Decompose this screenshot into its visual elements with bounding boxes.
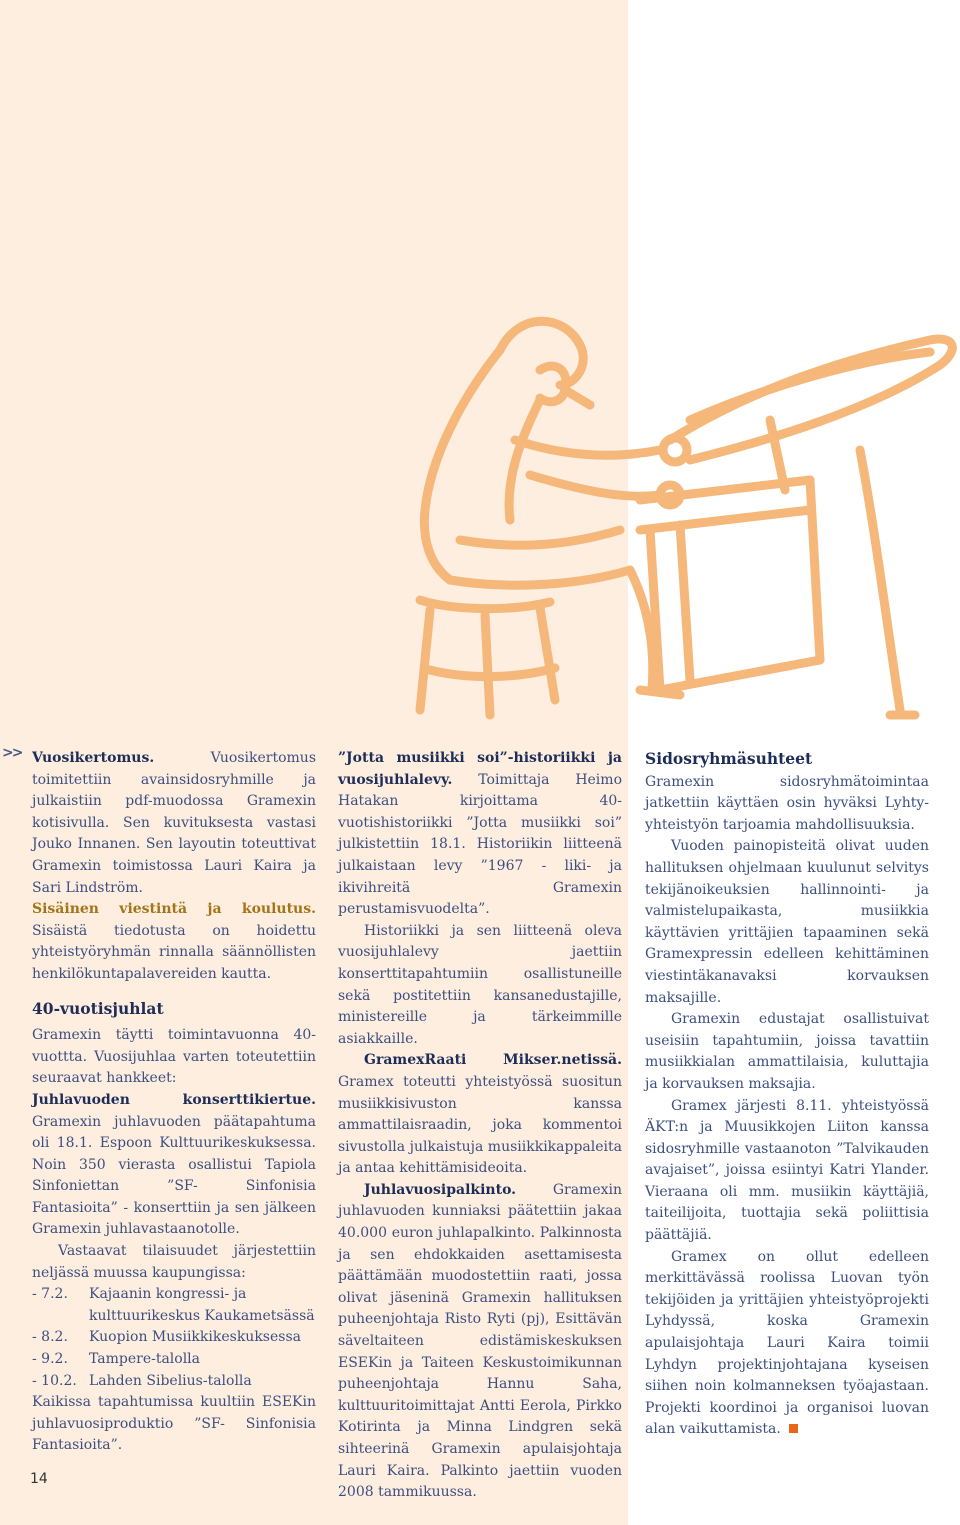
lead-gramexraati: GramexRaati Mikser.netissä.	[364, 1052, 622, 1069]
pianist-illustration	[390, 290, 960, 730]
paragraph-esek-produktio: Kaikissa tapahtumissa kuultiin ESEKin juhlavuosiproduktio ”SF- Sinfonisia Fantasioita”.	[32, 1394, 316, 1454]
heading-sidosryhmasuhteet: Sidosryhmäsuhteet	[645, 749, 813, 768]
column-1	[32, 748, 316, 1457]
paragraph-vuosikertomus	[32, 748, 316, 899]
list-item	[32, 1349, 316, 1371]
list-item	[32, 1284, 316, 1327]
heading-40-vuotisjuhlat: 40-vuotisjuhlat	[32, 998, 164, 1018]
page-number: 14	[30, 1471, 48, 1487]
lead-juhlavuosipalkinto: Juhlavuosipalkinto.	[364, 1181, 517, 1198]
lead-vuosikertomus: Vuosikertomus.	[32, 750, 155, 766]
lead-konserttikiertue-a: Juhlavuoden	[32, 1091, 130, 1108]
lead-konserttikiertue	[32, 1090, 316, 1112]
paragraph-juhlavuosipalkinto	[338, 1180, 622, 1504]
column-3	[645, 748, 929, 1441]
city-list	[32, 1284, 316, 1392]
list-date: - 7.2.	[32, 1286, 68, 1303]
column-2	[338, 748, 622, 1504]
list-item	[32, 1327, 316, 1349]
list-place: Tampere-talolla	[89, 1351, 201, 1368]
text-sisainen-viestinta: Sisäistä tiedotusta on hoidettu yhteistyöryhmän rinnalla säännöllisten henkilökuntapalavereiden kautta.	[32, 922, 316, 982]
list-date: - 8.2.	[32, 1329, 68, 1346]
paragraph-gramexraati	[338, 1050, 622, 1180]
lead-historiikki: ”Jotta musiikki soi”-historiikki ja vuosijuhlalevy.	[338, 750, 622, 788]
paragraph-konserttikiertue: Gramexin juhlavuoden päätapahtuma oli 18.1. Espoon Kulttuurikeskuksessa. Noin 350 vierasta osallistui Tapiola Sinfoniettan ”SF- Sinfonisia Fantasioita” - konserttiin ja sen jälkeen Gramexin juhlavastaanotolle.	[32, 1113, 316, 1238]
lead-konserttikiertue-b: konserttikiertue.	[182, 1091, 316, 1108]
section-marker: >>	[2, 745, 22, 761]
paragraph-sidosryhmatoiminta: Gramexin sidosryhmätoimintaa jatkettiin käyttäen osin hyväksi Lyhty-yhteistyön tarjoamia mahdollisuuksia.	[645, 773, 929, 833]
paragraph-sisainen-viestinta	[32, 899, 316, 985]
paragraph-lyhty	[645, 1247, 929, 1441]
text-juhlavuosipalkinto: Gramexin juhlavuoden kunniaksi päätettiin jakaa 40.000 euron juhlapalkinto. Palkinnosta ja sen ehdokkaiden asettamisesta päättämään muodostettiin raati, jossa olivat jäseninä Gramexin hallituksen puheenjohtaja Risto Ryti (pj), Esittävän säveltaiteen edistämiskeskuksen ESEKin ja Taiteen Keskustoimikunnan puheenjohtaja Hannu Saha, kulttuuritoimittajat Antti Eerola, Pirkko Kotirinta ja Minna Lindgren sekä sihteerinä Gramexin apulaisjohtaja Lauri Kaira. Palkinto jaettiin vuoden 2008 tammikuussa.	[338, 1181, 622, 1501]
paragraph-historiikki	[338, 748, 622, 921]
paragraph-vuosijuhlalevy: Historiikki ja sen liitteenä oleva vuosijuhlalevy jaettiin konserttitapahtumiin osallistuneille sekä postitettiin kansanedustajille, ministereille ja tärkeimmille asiakkaille.	[338, 922, 622, 1047]
text-lyhty: Gramex on ollut edelleen merkittävässä roolissa Luovan työn tekijöiden ja yrittäjien yhteistyöprojekti Lyhdyssä, koska Gramexin apulaisjohtaja Lauri Kaira toimii Lyhdyn projektinjohtajana kyseisen siihen noin kolmanneksen työajastaan. Projekti koordinoi ja organisoi luovan alan vaikuttamista.	[645, 1248, 929, 1438]
list-place: Kuopion Musiikkikeskuksessa	[89, 1329, 301, 1346]
list-date: - 10.2.	[32, 1372, 77, 1389]
list-place: Kajaanin kongressi- ja kulttuurikeskus Kaukametsässä	[89, 1286, 315, 1324]
list-item	[32, 1371, 316, 1393]
text-historiikki: Toimittaja Heimo Hatakan kirjoittama 40-vuotishistoriikki ”Jotta musiikki soi” julkistettiin 18.1. Historiikin liitteenä julkaistaan levy ”1967 - liki- ja ikivihreitä Gramexin perustamisvuodelta”.	[338, 771, 622, 918]
list-date: - 9.2.	[32, 1351, 68, 1368]
lead-sisainen-viestinta: Sisäinen viestintä ja koulutus.	[32, 901, 316, 918]
list-place: Lahden Sibelius-talolla	[89, 1372, 252, 1389]
paragraph-painopisteet: Vuoden painopisteitä olivat uuden hallituksen ohjelmaan kuulunut selvitys tekijänoikeuksien hallinnointi- ja valmistelupaikasta, musiikkia käyttävien yrittäjien tapaaminen sekä Gramexpressin edelleen kehittäminen viestintäkanavaksi korvauksen maksajille.	[645, 838, 929, 1006]
end-square-icon	[789, 1424, 798, 1433]
paragraph-40-vuotta: Gramexin täytti toimintavuonna 40-vuottta. Vuosijuhlaa varten toteutettiin seuraavat hankkeet:	[32, 1027, 316, 1087]
paragraph-talvikauden-avajaiset: Gramex järjesti 8.11. yhteistyössä ÄKT:n ja Muusikkojen Liiton kanssa sidosryhmille vastaanoton ”Talvikauden avajaiset”, joissa esiintyi Katri Ylander. Vieraana oli mm. musiikin käyttäjiä, taiteilijoita, tuottajia sekä poliittisia päättäjiä.	[645, 1097, 929, 1244]
text-vuosikertomus: Vuosikertomus toimitettiin avainsidosryhmille ja julkaistiin pdf-muodossa Gramexin kotisivulla. Sen kuvituksesta vastasi Jouko Innanen. Sen layoutin toteuttivat Gramexin toimistossa Lauri Kaira ja Sari Lindström.	[32, 750, 316, 896]
paragraph-tapahtumat: Gramexin edustajat osallistuivat useisiin tapahtumiin, joissa tavattiin musiikkialan ammattilaisia, kuluttajia ja korvauksen maksajia.	[645, 1011, 929, 1092]
text-gramexraati: Gramex toteutti yhteistyössä suositun musiikkisivuston kanssa ammattilaisraadin, joka kommentoi sivustolla julkaistuja musiikkikappaleita ja antaa kehittämisideoita.	[338, 1073, 622, 1177]
paragraph-tilaisuudet: Vastaavat tilaisuudet järjestettiin neljässä muussa kaupungissa:	[32, 1243, 316, 1281]
